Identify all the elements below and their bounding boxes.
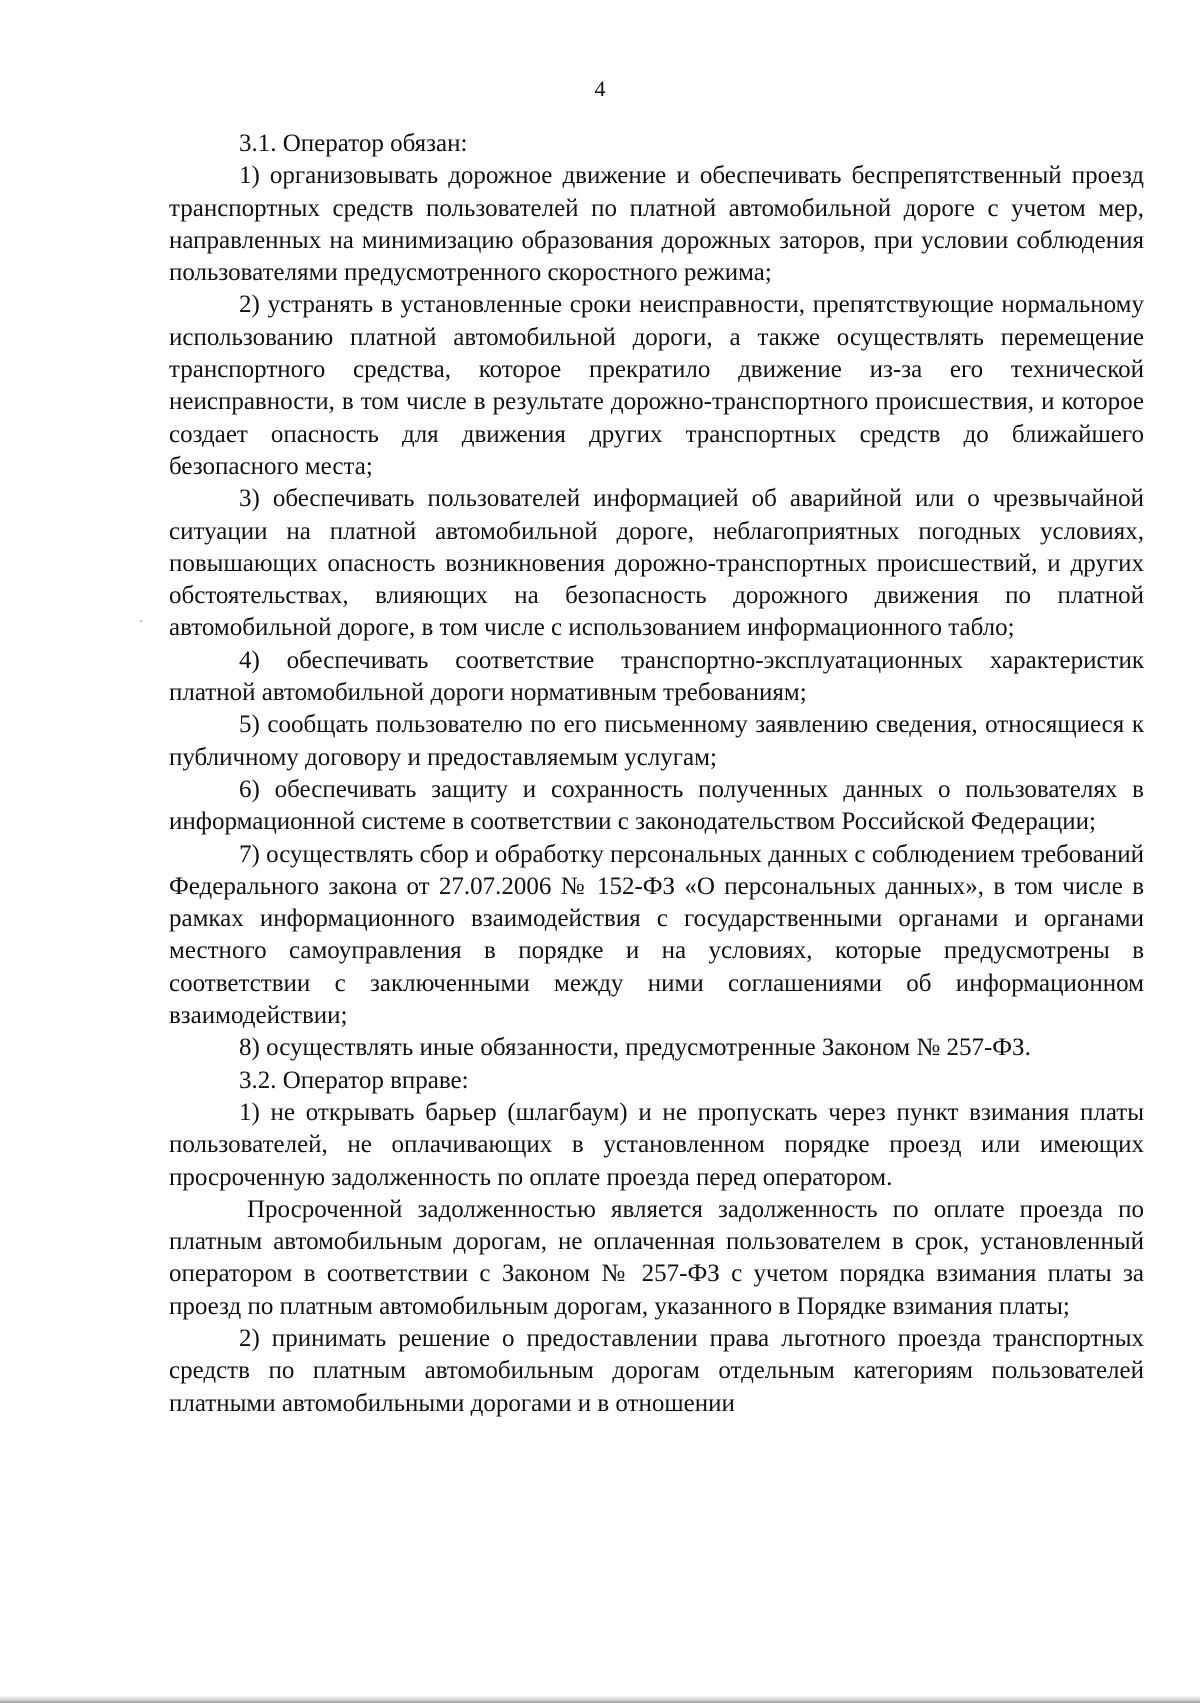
right-item-1: 1) не открывать барьер (шлагбаум) и не пропускать через пункт взимания платы пользователей, не оплачивающих в установленном порядке проезд или имеющих просроченную задолженность по оплате проезда перед оператором.: [169, 1098, 1144, 1191]
scan-speck: [140, 620, 142, 622]
obligation-item-6: 6) обеспечивать защиту и сохранность полученных данных о пользователях в информационной системе в соответствии с законодательством Российской Федерации;: [169, 775, 1144, 836]
page-number: 4: [594, 76, 606, 101]
document-body: [169, 128, 1144, 1420]
obligation-item-3: 3) обеспечивать пользователей информацией об аварийной или о чрезвычайной ситуации на платной автомобильной дороге, неблагоприятных погодных условиях, повышающих опасность возникновения дорожно-транспортных происшествий, и других обстоятельствах, влияющих на безопасность дорожного движения по платной автомобильной дороге, в том числе с использованием информационного табло;: [169, 485, 1144, 642]
overdue-debt-definition: Просроченной задолженностью является задолженность по оплате проезда по платным автомобильным дорогам, не оплаченная пользователем в срок, установленный оператором в соответствии с Законом № 257-ФЗ с учетом порядка взимания платы за проезд по платным автомобильным дорогам, указанного в Порядке взимания платы;: [169, 1195, 1144, 1320]
obligation-item-2: 2) устранять в установленные сроки неисправности, препятствующие нормальному использованию платной автомобильной дороги, а также осуществлять перемещение транспортного средства, которое прекратило движение из-за его технической неисправности, в том числе в результате дорожно-транспортного происшествия, и которое создает опасность для движения других транспортных средств до ближайшего безопасного места;: [169, 291, 1144, 480]
obligation-item-8: 8) осуществлять иные обязанности, предусмотренные Законом № 257-ФЗ.: [239, 1034, 1031, 1062]
section-heading-3-2: 3.2. Оператор вправе:: [239, 1066, 469, 1094]
obligation-item-4: 4) обеспечивать соответствие транспортно-эксплуатационных характеристик платной автомобильной дороги нормативным требованиям;: [169, 646, 1144, 707]
scan-bottom-edge: [0, 1695, 1200, 1703]
obligation-item-5: 5) сообщать пользователю по его письменному заявлению сведения, относящиеся к публичному договору и предоставляемым услугам;: [169, 711, 1144, 771]
obligation-item-7: 7) осуществлять сбор и обработку персональных данных с соблюдением требований Федерального закона от 27.07.2006 № 152-ФЗ «О персональных данных», в том числе в рамках информационного взаимодействия с государственными органами и органами местного самоуправления в порядке и на условиях, которые предусмотрены в соответствии с заключенными между ними соглашениями об информационном взаимодействии;: [169, 840, 1144, 1030]
right-item-2: 2) принимать решение о предоставлении права льготного проезда транспортных средств по платным автомобильным дорогам отдельным категориям пользователей платными автомобильными дорогами и в отношении: [169, 1324, 1144, 1417]
section-heading-3-1: 3.1. Оператор обязан:: [239, 130, 468, 157]
obligation-item-1: 1) организовывать дорожное движение и обеспечивать беспрепятственный проезд транспортных средств пользователей по платной автомобильной дороге с учетом мер, направленных на минимизацию образования дорожных заторов, при условии соблюдения пользователями предусмотренного скоростного режима;: [169, 162, 1144, 287]
